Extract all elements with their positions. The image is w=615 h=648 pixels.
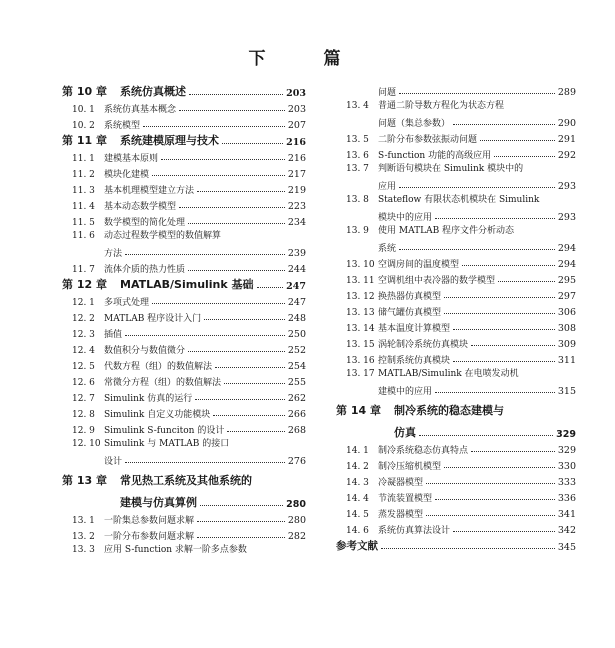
- page-number: 276: [287, 456, 306, 467]
- section-title: 流体介质的热力性质: [104, 265, 186, 275]
- toc-section-14-2[interactable]: [336, 456, 576, 472]
- leader-dots: [204, 319, 285, 320]
- section-title-cont: 设计: [104, 457, 123, 467]
- chapter-title-cont: 仿真: [394, 426, 416, 439]
- page-number: 294: [557, 243, 576, 254]
- toc-section-13-17[interactable]: [336, 366, 576, 381]
- section-title: 模块化建模: [104, 170, 150, 180]
- leader-dots: [179, 110, 285, 111]
- section-number: 12. 7: [72, 394, 95, 404]
- page-number: 295: [557, 275, 576, 286]
- chapter-number: 第 12 章: [62, 278, 107, 291]
- section-number: 13. 11: [346, 276, 375, 286]
- toc-section-12-2[interactable]: [62, 308, 306, 324]
- section-title: 制冷系统稳态仿真特点: [378, 446, 469, 456]
- chapter-number: 第 14 章: [336, 404, 381, 417]
- section-title: 基本温度计算模型: [378, 324, 451, 334]
- section-number: 13. 3: [72, 545, 95, 555]
- toc-section-14-6[interactable]: [336, 520, 576, 536]
- leader-dots: [444, 467, 555, 468]
- section-number: 13. 2: [72, 532, 95, 542]
- toc-right-column: [336, 82, 576, 553]
- section-number: 10. 1: [72, 105, 95, 115]
- section-title: 常微分方程（组）的数值解法: [104, 378, 222, 388]
- section-number: 11. 7: [72, 265, 95, 275]
- page-number: 282: [287, 531, 306, 542]
- leader-dots: [480, 140, 555, 141]
- leader-dots: [381, 548, 555, 549]
- section-number: 11. 2: [72, 170, 95, 180]
- page-number: 244: [287, 264, 306, 275]
- section-number: 12. 6: [72, 378, 95, 388]
- section-number: 13. 7: [346, 164, 369, 174]
- toc-section-13-16[interactable]: [336, 350, 576, 366]
- toc-section-12-7[interactable]: [62, 388, 306, 404]
- toc-section-11-6-cont[interactable]: [62, 243, 306, 259]
- leader-dots: [197, 521, 285, 522]
- section-title: 蒸发器模型: [378, 510, 424, 520]
- page-number: 293: [557, 181, 576, 192]
- section-title: 系统仿真基本概念: [104, 105, 177, 115]
- toc-section-13-7-cont[interactable]: [336, 176, 576, 192]
- page-number: 329: [556, 429, 576, 440]
- leader-dots: [200, 505, 283, 506]
- leader-dots: [399, 249, 555, 250]
- toc-section-11-4[interactable]: [62, 196, 306, 212]
- section-number: 12. 10: [72, 439, 101, 449]
- page-number: 203: [286, 88, 306, 99]
- leader-dots: [426, 483, 555, 484]
- toc-section-13-9-cont[interactable]: [336, 238, 576, 254]
- leader-dots: [426, 515, 555, 516]
- toc-section-13-4[interactable]: [336, 98, 576, 113]
- section-number: 13. 4: [346, 101, 369, 111]
- section-title: 多项式处理: [104, 298, 150, 308]
- section-number: 10. 2: [72, 121, 95, 131]
- page-number: 308: [557, 323, 576, 334]
- leader-dots: [498, 281, 555, 282]
- section-title: 二阶分布参数弦振动问题: [378, 135, 478, 145]
- section-number: 12. 1: [72, 298, 95, 308]
- page-number: 289: [557, 87, 576, 98]
- section-number: 12. 2: [72, 314, 95, 324]
- leader-dots: [215, 367, 285, 368]
- leader-dots: [462, 265, 555, 266]
- leader-dots: [435, 392, 555, 393]
- toc-section-11-2[interactable]: [62, 164, 306, 180]
- leader-dots: [435, 218, 555, 219]
- leader-dots: [453, 531, 555, 532]
- section-title-cont: 问题（集总参数）: [378, 119, 451, 129]
- section-number: 11. 3: [72, 186, 95, 196]
- page-number: 336: [557, 493, 576, 504]
- leader-dots: [189, 94, 283, 95]
- leader-dots: [494, 156, 555, 157]
- section-number: 12. 8: [72, 410, 95, 420]
- toc-chapter-14-cont[interactable]: [336, 421, 576, 440]
- section-title: Stateflow 有限状态机模块在 Simulink: [378, 195, 540, 205]
- section-title: Simulink 自定义功能模块: [104, 410, 211, 420]
- leader-dots: [227, 431, 285, 432]
- leader-dots: [125, 254, 285, 255]
- page-number: 234: [287, 217, 306, 228]
- leader-dots: [435, 499, 555, 500]
- toc-section-13-9[interactable]: [336, 223, 576, 238]
- page-number: 309: [557, 339, 576, 350]
- chapter-number: 第 11 章: [62, 134, 107, 147]
- section-title: 系统模型: [104, 121, 141, 131]
- toc-section-11-7[interactable]: [62, 259, 306, 275]
- toc-section-10-2[interactable]: [62, 115, 306, 131]
- page-number: 203: [287, 104, 306, 115]
- leader-dots: [471, 451, 555, 452]
- section-number: 13. 10: [346, 260, 375, 270]
- leader-dots: [453, 124, 555, 125]
- section-number: 13. 5: [346, 135, 369, 145]
- section-title: 代数方程（组）的数值解法: [104, 362, 213, 372]
- section-title: 控制系统仿真模块: [378, 356, 451, 366]
- section-title-cont: 模块中的应用: [378, 213, 433, 223]
- section-number: 13. 17: [346, 369, 375, 379]
- toc-section-12-6[interactable]: [62, 372, 306, 388]
- toc-section-13-11[interactable]: [336, 270, 576, 286]
- section-title: 数值积分与数值微分: [104, 346, 186, 356]
- leader-dots: [161, 159, 285, 160]
- page-number: 297: [557, 291, 576, 302]
- section-title: 系统仿真算法设计: [378, 526, 451, 536]
- section-title: 一阶集总参数问题求解: [104, 516, 195, 526]
- toc-section-13-7[interactable]: [336, 161, 576, 176]
- leader-dots: [188, 223, 285, 224]
- toc-section-13-10[interactable]: [336, 254, 576, 270]
- page-number: 217: [287, 169, 306, 180]
- leader-dots: [257, 287, 284, 288]
- section-title: 判断语句模块在 Simulink 模块中的: [378, 164, 524, 174]
- section-title: 建模基本原则: [104, 154, 159, 164]
- leader-dots: [152, 303, 285, 304]
- toc-left-column: [62, 82, 306, 557]
- section-number: 14. 5: [346, 510, 369, 520]
- section-title: Simulink 仿真的运行: [104, 394, 193, 404]
- section-number: 13. 1: [72, 516, 95, 526]
- toc-section-12-5[interactable]: [62, 356, 306, 372]
- section-number: 14. 3: [346, 478, 369, 488]
- page-number: 345: [557, 542, 576, 553]
- leader-dots: [197, 537, 285, 538]
- leader-dots: [471, 345, 555, 346]
- toc-section-12-1[interactable]: [62, 292, 306, 308]
- leader-dots: [453, 361, 555, 362]
- section-title: 换热器仿真模型: [378, 292, 442, 302]
- page-number: 330: [557, 461, 576, 472]
- leader-dots: [399, 187, 555, 188]
- leader-dots: [195, 399, 285, 400]
- section-number: 12. 4: [72, 346, 95, 356]
- section-number: 12. 5: [72, 362, 95, 372]
- section-number: 13. 14: [346, 324, 375, 334]
- section-title: MATLAB/Simulink 在电喷发动机: [378, 369, 519, 379]
- toc-section-13-13[interactable]: [336, 302, 576, 318]
- toc-section-13-15[interactable]: [336, 334, 576, 350]
- page-number: 280: [286, 499, 306, 510]
- page-number: 333: [557, 477, 576, 488]
- leader-dots: [453, 329, 555, 330]
- toc-section-13-8[interactable]: [336, 192, 576, 207]
- toc-references[interactable]: [336, 536, 576, 553]
- chapter-title-cont: 建模与仿真算例: [120, 496, 197, 509]
- section-title: 普通二阶导数方程化为状态方程: [378, 101, 505, 111]
- section-title: 动态过程数学模型的数值解算: [104, 231, 222, 241]
- page-number: 216: [287, 153, 306, 164]
- section-title-cont: 问题: [378, 88, 397, 98]
- chapter-title: 系统仿真概述: [120, 85, 186, 98]
- toc-chapter-13-cont[interactable]: [62, 491, 306, 510]
- page-number: 207: [287, 120, 306, 131]
- leader-dots: [399, 93, 555, 94]
- chapter-title: 系统建模原理与技术: [120, 134, 219, 147]
- toc-chapter-14[interactable]: [336, 402, 576, 421]
- toc-section-13-3[interactable]: [62, 542, 306, 557]
- section-number: 14. 2: [346, 462, 369, 472]
- leader-dots: [213, 415, 285, 416]
- chapter-number: 第 13 章: [62, 474, 107, 487]
- section-number: 13. 15: [346, 340, 375, 350]
- leader-dots: [444, 313, 555, 314]
- section-title: Simulink 与 MATLAB 的接口: [104, 439, 230, 449]
- page-number: 262: [287, 393, 306, 404]
- section-title-cont: 系统: [378, 244, 397, 254]
- page-number: 216: [286, 137, 306, 148]
- toc-section-14-4[interactable]: [336, 488, 576, 504]
- leader-dots: [152, 175, 285, 176]
- toc-section-13-4-cont[interactable]: [336, 113, 576, 129]
- section-title: 一阶分布参数问题求解: [104, 532, 195, 542]
- page-number: 255: [287, 377, 306, 388]
- toc-section-12-10-cont[interactable]: [62, 451, 306, 467]
- page-number: 250: [287, 329, 306, 340]
- toc-section-13-1[interactable]: [62, 510, 306, 526]
- toc-chapter-10[interactable]: [62, 82, 306, 99]
- section-number: 11. 4: [72, 202, 95, 212]
- leader-dots: [179, 207, 285, 208]
- leader-dots: [188, 351, 285, 352]
- toc-section-13-3-cont[interactable]: [336, 82, 576, 98]
- section-title: 节流装置模型: [378, 494, 433, 504]
- section-title-cont: 方法: [104, 249, 123, 259]
- toc-section-12-10[interactable]: [62, 436, 306, 451]
- section-number: 13. 6: [346, 151, 369, 161]
- page-number: 268: [287, 425, 306, 436]
- page-number: 329: [557, 445, 576, 456]
- leader-dots: [188, 270, 285, 271]
- toc-section-12-4[interactable]: [62, 340, 306, 356]
- section-title: 空调房间的温度模型: [378, 260, 460, 270]
- page-number: 341: [557, 509, 576, 520]
- section-title: 基本机理模型建立方法: [104, 186, 195, 196]
- section-number: 12. 3: [72, 330, 95, 340]
- page-number: 280: [287, 515, 306, 526]
- page-number: 315: [557, 386, 576, 397]
- section-number: 13. 12: [346, 292, 375, 302]
- references-title: 参考文献: [336, 540, 378, 552]
- toc-chapter-12[interactable]: [62, 275, 306, 292]
- leader-dots: [125, 462, 285, 463]
- toc-section-14-3[interactable]: [336, 472, 576, 488]
- section-title: Simulink S-funciton 的设计: [104, 426, 225, 436]
- section-title: 储气罐仿真模型: [378, 308, 442, 318]
- toc-section-12-3[interactable]: [62, 324, 306, 340]
- section-title: 冷凝器模型: [378, 478, 424, 488]
- page-number: 291: [557, 134, 576, 145]
- toc-section-13-12[interactable]: [336, 286, 576, 302]
- section-number: 11. 1: [72, 154, 95, 164]
- leader-dots: [224, 383, 285, 384]
- toc-section-13-5[interactable]: [336, 129, 576, 145]
- leader-dots: [143, 126, 285, 127]
- toc-section-13-8-cont[interactable]: [336, 207, 576, 223]
- page-number: 254: [287, 361, 306, 372]
- page-number: 266: [287, 409, 306, 420]
- section-title: 数学模型的简化处理: [104, 218, 186, 228]
- chapter-title: MATLAB/Simulink 基础: [120, 278, 254, 291]
- page-number: 247: [287, 297, 306, 308]
- section-number: 14. 6: [346, 526, 369, 536]
- page-number: 294: [557, 259, 576, 270]
- toc-section-13-14[interactable]: [336, 318, 576, 334]
- toc-section-10-1[interactable]: [62, 99, 306, 115]
- page-number: 290: [557, 118, 576, 129]
- section-number: 13. 9: [346, 226, 369, 236]
- section-title: 基本动态数学模型: [104, 202, 177, 212]
- section-number: 13. 13: [346, 308, 375, 318]
- toc-section-13-17-cont[interactable]: [336, 381, 576, 397]
- section-title: 插值: [104, 330, 123, 340]
- leader-dots: [222, 143, 283, 144]
- section-number: 13. 16: [346, 356, 375, 366]
- toc-section-12-9[interactable]: [62, 420, 306, 436]
- leader-dots: [444, 297, 555, 298]
- toc-section-11-3[interactable]: [62, 180, 306, 196]
- page-number: 311: [557, 355, 576, 366]
- section-title: 制冷压缩机模型: [378, 462, 442, 472]
- page-number: 292: [557, 150, 576, 161]
- section-number: 12. 9: [72, 426, 95, 436]
- page-number: 219: [287, 185, 306, 196]
- page-number: 342: [557, 525, 576, 536]
- toc-section-13-6[interactable]: [336, 145, 576, 161]
- section-title-cont: 应用: [378, 182, 397, 192]
- section-number: 13. 8: [346, 195, 369, 205]
- page-number: 293: [557, 212, 576, 223]
- section-title: 应用 S-function 求解一阶多点参数: [104, 545, 247, 555]
- section-title: MATLAB 程序设计入门: [104, 314, 202, 324]
- page-number: 239: [287, 248, 306, 259]
- toc-section-14-5[interactable]: [336, 504, 576, 520]
- leader-dots: [197, 191, 285, 192]
- section-title-cont: 建模中的应用: [378, 387, 433, 397]
- page-title: 下 篇: [248, 49, 367, 69]
- toc-section-12-8[interactable]: [62, 404, 306, 420]
- page-number: 247: [286, 281, 306, 292]
- section-title: S-function 功能的高级应用: [378, 151, 492, 161]
- toc-section-11-1[interactable]: [62, 148, 306, 164]
- section-title: 空调机组中表冷器的数学模型: [378, 276, 496, 286]
- page-number: 223: [287, 201, 306, 212]
- page-number: 248: [287, 313, 306, 324]
- chapter-number: 第 10 章: [62, 85, 107, 98]
- page-number: 252: [287, 345, 306, 356]
- page-number: 306: [557, 307, 576, 318]
- section-title: 使用 MATLAB 程序文件分析动态: [378, 226, 515, 236]
- toc-section-14-1[interactable]: [336, 440, 576, 456]
- toc-chapter-11[interactable]: [62, 131, 306, 148]
- section-number: 11. 6: [72, 231, 95, 241]
- section-title: 涡轮制冷系统仿真模块: [378, 340, 469, 350]
- chapter-title: 常见热工系统及其他系统的: [120, 474, 252, 487]
- section-number: 11. 5: [72, 218, 95, 228]
- toc-section-11-6[interactable]: [62, 228, 306, 243]
- toc-section-11-5[interactable]: [62, 212, 306, 228]
- section-number: 14. 1: [346, 446, 369, 456]
- toc-chapter-13[interactable]: [62, 472, 306, 491]
- toc-section-13-2[interactable]: [62, 526, 306, 542]
- chapter-title: 制冷系统的稳态建模与: [394, 404, 504, 417]
- section-number: 14. 4: [346, 494, 369, 504]
- leader-dots: [419, 435, 553, 436]
- leader-dots: [125, 335, 285, 336]
